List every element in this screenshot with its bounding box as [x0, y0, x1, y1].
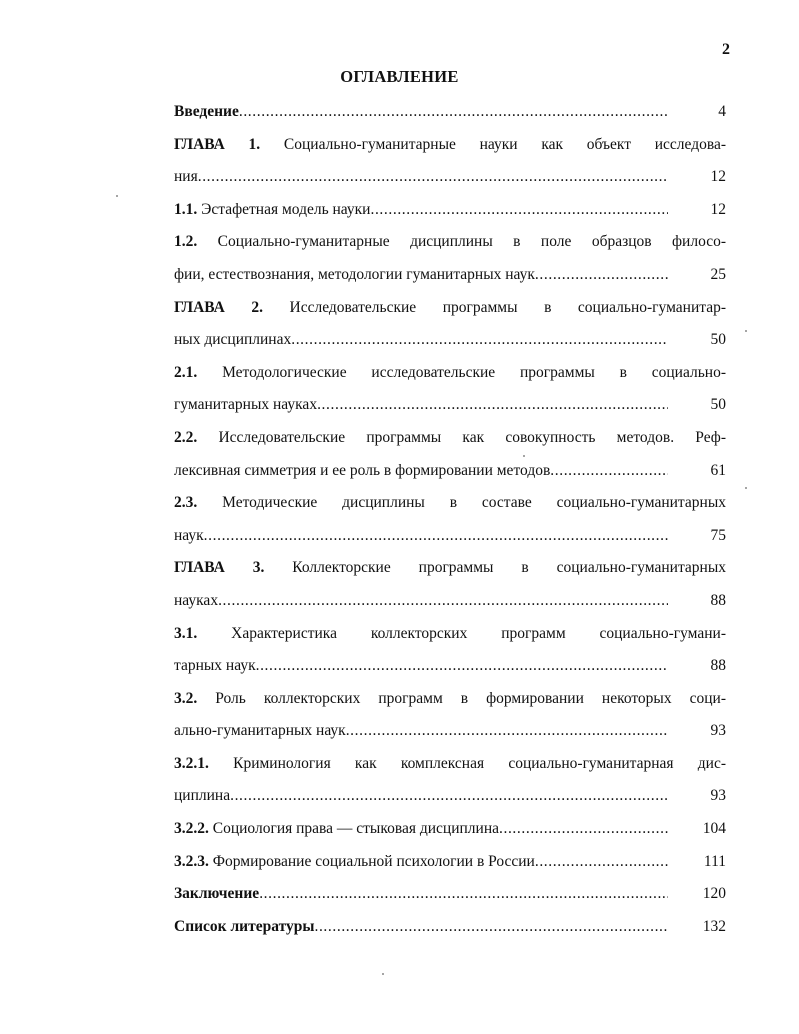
- toc-entry: [174, 914, 726, 947]
- toc-entry-text: [174, 914, 314, 947]
- toc-entry-text: [174, 262, 535, 295]
- toc-entry-number: 2.1.: [174, 363, 198, 381]
- toc-page-number: 111: [703, 852, 726, 870]
- toc-line-with-page: [174, 718, 726, 751]
- toc-line: [174, 229, 726, 262]
- toc-page-number: 93: [710, 722, 726, 740]
- toc-entry-text: [174, 588, 218, 621]
- toc-line-with-page: [174, 523, 726, 556]
- toc-entry-title: Роль коллекторских программ в формировании некоторых соци-: [197, 689, 726, 707]
- toc-entry-text: [174, 783, 230, 816]
- dot-leader: [317, 392, 668, 425]
- toc-entry: [174, 295, 726, 360]
- toc-entry: [174, 849, 726, 882]
- toc-entry-text: [174, 392, 317, 425]
- dot-leader: [499, 816, 668, 849]
- toc-entry-text: [174, 327, 291, 360]
- toc-entry-text: [174, 458, 550, 491]
- toc-entry-number: 1.2.: [174, 233, 198, 251]
- toc-line: [174, 490, 726, 523]
- toc-entry-number: 2.3.: [174, 494, 198, 512]
- toc-page-number: 75: [710, 526, 726, 544]
- toc-entry-title: Криминология как комплексная социально-гуманитарная дис-: [208, 754, 726, 772]
- toc-line-with-page: [174, 881, 726, 914]
- toc-line: [174, 751, 726, 784]
- toc-line-with-page: [174, 588, 726, 621]
- toc-page-number: 61: [710, 461, 726, 479]
- toc-line: [174, 132, 726, 165]
- toc-entry: [174, 555, 726, 620]
- toc-entry: [174, 490, 726, 555]
- dot-leader: [346, 718, 668, 751]
- toc-page-number: 25: [710, 265, 726, 283]
- toc-entry-title: Введение: [174, 103, 239, 120]
- toc-entry-text: [174, 494, 726, 511]
- toc-entry: [174, 197, 726, 230]
- scan-speck: [382, 973, 384, 975]
- toc-entry-number: 3.2.2.: [174, 820, 209, 838]
- toc-entry-text: [174, 559, 726, 576]
- scan-speck: [116, 195, 118, 197]
- toc-entry-text: [174, 523, 204, 556]
- toc-entry-number: ГЛАВА 3.: [174, 559, 265, 577]
- toc-line: [174, 621, 726, 654]
- toc-page-number: 12: [710, 200, 726, 218]
- toc-entry-text: [174, 849, 535, 882]
- toc-line: [174, 425, 726, 458]
- toc-entry: [174, 360, 726, 425]
- toc-page-number: 104: [702, 820, 726, 838]
- toc-page-number: 88: [710, 591, 726, 609]
- toc-line-with-page: [174, 99, 726, 132]
- toc-entry-text: [174, 164, 198, 197]
- toc-entry-number: ГЛАВА 2.: [174, 298, 263, 316]
- toc-entry: [174, 816, 726, 849]
- toc-page-number: 50: [710, 396, 726, 414]
- toc-entry-text: [174, 99, 239, 132]
- toc-entry-title: ния: [174, 168, 198, 186]
- toc-entry-title: Список литературы: [174, 917, 315, 935]
- toc-line-with-page: [174, 164, 726, 197]
- toc-line: [174, 555, 726, 588]
- toc-entry-text: [174, 299, 726, 316]
- toc-entry: [174, 686, 726, 751]
- toc-entry-text: [174, 625, 726, 642]
- toc-line-with-page: [174, 458, 726, 491]
- scan-speck: [523, 455, 525, 457]
- toc-entry-title: Исследовательские программы как совокупность методов. Реф-: [197, 428, 726, 446]
- toc-line-with-page: [174, 392, 726, 425]
- toc-entry-title: Методологические исследовательские программы в социально-: [197, 363, 726, 381]
- dot-leader: [535, 849, 668, 882]
- toc-page-number: 120: [702, 885, 726, 903]
- dot-leader: [204, 523, 668, 556]
- toc-entry: [174, 425, 726, 490]
- dot-leader: [239, 99, 668, 132]
- toc-page-number: 4: [718, 103, 726, 120]
- scan-speck: [745, 330, 747, 332]
- toc-entry-text: [174, 364, 726, 381]
- toc-entry-title: гуманитарных науках: [174, 396, 318, 414]
- toc-line-with-page: [174, 816, 726, 849]
- toc-line-with-page: [174, 653, 726, 686]
- toc-line: [174, 360, 726, 393]
- toc-line-with-page: [174, 262, 726, 295]
- dot-leader: [370, 197, 668, 230]
- toc-entry-title: Характеристика коллекторских программ социально-гумани-: [197, 624, 726, 642]
- dot-leader: [535, 262, 668, 295]
- toc-entry: [174, 751, 726, 816]
- dot-leader: [230, 783, 668, 816]
- toc-entry: [174, 621, 726, 686]
- toc-entry-text: [174, 233, 726, 250]
- dot-leader: [198, 164, 668, 197]
- toc-line: [174, 295, 726, 328]
- toc-page-number: 132: [702, 917, 726, 935]
- toc-page-number: 93: [710, 787, 726, 805]
- toc-line-with-page: [174, 327, 726, 360]
- toc-line-with-page: [174, 914, 726, 947]
- toc-entry-title: Социология права — стыковая дисциплина: [208, 820, 499, 838]
- toc-entry-number: 3.2.: [174, 689, 198, 707]
- toc-entry: [174, 881, 726, 914]
- toc-entry-number: ГЛАВА 1.: [174, 135, 261, 153]
- toc-entry-title: Исследовательские программы в социально-гуманитар-: [263, 298, 727, 316]
- toc-entry-text: [174, 136, 726, 153]
- toc-entry: [174, 229, 726, 294]
- dot-leader: [256, 653, 668, 686]
- toc-line-with-page: [174, 197, 726, 230]
- toc-entry-number: 1.1.: [174, 200, 198, 218]
- toc-entry: [174, 132, 726, 197]
- toc-entry-text: [174, 653, 256, 686]
- toc-entry-text: [174, 755, 726, 772]
- dot-leader: [291, 327, 668, 360]
- toc-entry-title: циплина: [174, 787, 231, 805]
- toc-entry: [174, 99, 726, 132]
- toc-line-with-page: [174, 783, 726, 816]
- toc-line-with-page: [174, 849, 726, 882]
- toc-entry-number: 3.2.1.: [174, 754, 209, 772]
- toc-entry-title: Социально-гуманитарные дисциплины в поле образцов филосо-: [197, 233, 726, 251]
- toc-entry-title: Методические дисциплины в составе социально-гуманитарных: [197, 494, 726, 512]
- toc-entry-number: 3.1.: [174, 624, 198, 642]
- toc-entry-title: наук: [174, 526, 204, 544]
- toc-page-number: 88: [710, 657, 726, 675]
- dot-leader: [259, 881, 668, 914]
- scan-speck: [745, 487, 747, 489]
- toc-entry-text: [174, 881, 259, 914]
- dot-leader: [218, 588, 668, 621]
- dot-leader: [314, 914, 668, 947]
- toc-entry-text: [174, 690, 726, 707]
- toc-entry-number: 3.2.3.: [174, 852, 209, 870]
- toc-page-number: 50: [710, 331, 726, 349]
- toc-entry-title: ных дисциплинах: [174, 331, 292, 349]
- toc-entry-text: [174, 816, 499, 849]
- toc-entry-title: Коллекторские программы в социально-гуманитарных: [264, 559, 726, 577]
- toc-entry-title: ально-гуманитарных наук: [174, 722, 346, 740]
- toc-title: ОГЛАВЛЕНИЕ: [340, 67, 459, 86]
- toc-line: [174, 686, 726, 719]
- toc-entry-title: Эстафетная модель науки: [197, 200, 371, 218]
- toc-entry-title: Социально-гуманитарные науки как объект исследова-: [260, 135, 726, 153]
- toc-entry-title: лексивная симметрия и ее роль в формировании методов: [174, 461, 551, 479]
- toc-entry-title: Заключение: [174, 885, 260, 903]
- toc-entry-title: Формирование социальной психологии в России: [208, 852, 535, 870]
- toc-entry-text: [174, 429, 726, 446]
- table-of-contents: [174, 99, 726, 946]
- page-number: 2: [722, 41, 730, 58]
- toc-entry-text: [174, 718, 346, 751]
- dot-leader: [550, 458, 668, 491]
- toc-entry-text: [174, 197, 370, 230]
- toc-page-number: 12: [710, 168, 726, 186]
- toc-entry-number: 2.2.: [174, 428, 198, 446]
- toc-entry-title: фии, естествознания, методологии гуманитарных наук: [174, 265, 535, 283]
- toc-entry-title: науках: [174, 591, 219, 609]
- toc-entry-title: тарных наук: [174, 657, 256, 675]
